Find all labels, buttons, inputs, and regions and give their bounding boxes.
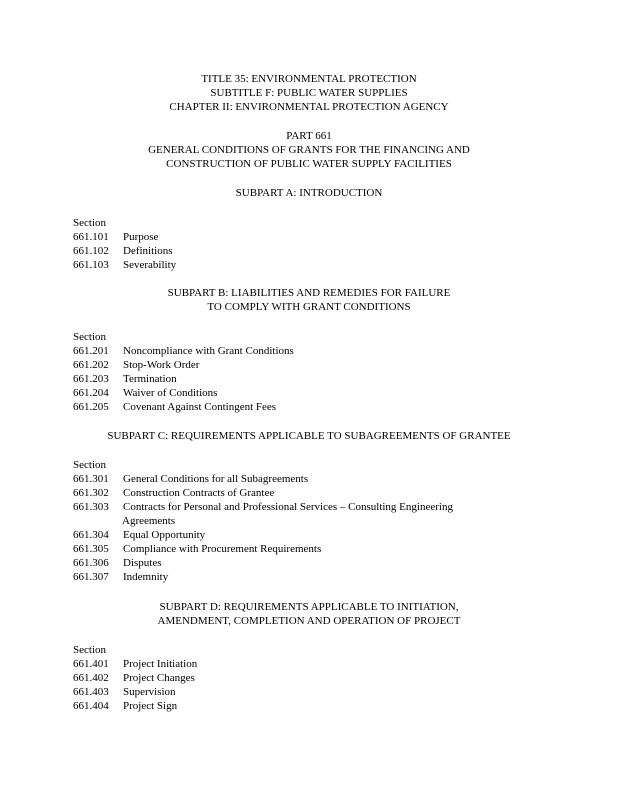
section-title: Stop-Work Order [123,359,200,371]
toc-row [73,685,553,699]
section-number: 661.301 [73,473,109,485]
section-number: 661.205 [73,401,109,413]
section-number: 661.204 [73,387,109,399]
part-title-line: CONSTRUCTION OF PUBLIC WATER SUPPLY FACILITIES [166,158,452,170]
section-title: Severability [123,259,177,271]
section-title: Contracts for Personal and Professional Services – Consulting Engineering [123,501,453,513]
section-number: 661.203 [73,373,109,385]
toc-row [73,344,553,358]
section-number: 661.401 [73,658,109,670]
part-title-line: GENERAL CONDITIONS OF GRANTS FOR THE FINANCING AND [148,144,470,156]
section-title: Construction Contracts of Grantee [123,487,275,499]
document-header [0,72,618,114]
toc-row [73,500,553,514]
toc-row [73,400,553,414]
toc-row [73,244,553,258]
toc-row [73,671,553,685]
section-title: Waiver of Conditions [123,387,218,399]
section-number: 661.303 [73,501,109,513]
subpart-a-toc [73,216,553,272]
section-title: Definitions [123,245,173,257]
toc-row [73,258,553,272]
section-number: 661.305 [73,543,109,555]
subpart-d-toc [73,643,553,713]
section-title: Noncompliance with Grant Conditions [123,345,294,357]
toc-row [73,699,553,713]
toc-row [73,358,553,372]
subpart-b-heading [0,286,618,314]
subpart-heading-line: SUBPART C: REQUIREMENTS APPLICABLE TO SUBAGREEMENTS OF GRANTEE [107,430,511,442]
section-number: 661.202 [73,359,109,371]
subpart-heading-line: AMENDMENT, COMPLETION AND OPERATION OF PROJECT [157,615,461,627]
section-label: Section [73,644,106,656]
section-label: Section [73,217,106,229]
section-title: Project Changes [123,672,195,684]
toc-row [73,657,553,671]
toc-row [73,486,553,500]
section-number: 661.101 [73,231,109,243]
section-title: Purpose [123,231,159,243]
section-number: 661.403 [73,686,109,698]
section-title: Indemnity [123,571,169,583]
subpart-heading-line: SUBPART D: REQUIREMENTS APPLICABLE TO INITIATION, [159,601,459,613]
section-title: Equal Opportunity [123,529,206,541]
section-title: Supervision [123,686,176,698]
section-number: 661.302 [73,487,109,499]
toc-row [73,386,553,400]
section-number: 661.103 [73,259,109,271]
toc-row [73,372,553,386]
section-number: 661.306 [73,557,109,569]
part-heading [0,129,618,171]
section-number: 661.307 [73,571,109,583]
subpart-a-heading [0,186,618,200]
header-subtitle-line: SUBTITLE F: PUBLIC WATER SUPPLIES [210,87,408,99]
section-title: Termination [123,373,177,385]
section-number: 661.304 [73,529,109,541]
subpart-heading-line: TO COMPLY WITH GRANT CONDITIONS [207,301,411,313]
section-number: 661.201 [73,345,109,357]
subpart-heading-line: SUBPART A: INTRODUCTION [235,187,383,199]
toc-row [73,528,553,542]
section-number: 661.102 [73,245,109,257]
section-title: Disputes [123,557,162,569]
toc-row [73,542,553,556]
section-label: Section [73,459,106,471]
toc-row [73,230,553,244]
part-number: PART 661 [286,130,332,142]
header-chapter-line: CHAPTER II: ENVIRONMENTAL PROTECTION AGENCY [169,101,449,113]
toc-row [73,472,553,486]
section-number: 661.404 [73,700,109,712]
section-title: Covenant Against Contingent Fees [123,401,277,413]
toc-row [73,570,553,584]
subpart-c-toc [73,458,553,584]
header-title-line: TITLE 35: ENVIRONMENTAL PROTECTION [201,73,417,85]
section-title: Project Initiation [123,658,198,670]
subpart-c-heading [0,429,618,443]
section-title: Compliance with Procurement Requirements [123,543,322,555]
subpart-b-toc [73,330,553,414]
section-title: Project Sign [123,700,178,712]
section-label: Section [73,331,106,343]
section-title: General Conditions for all Subagreements [123,473,309,485]
subpart-heading-line: SUBPART B: LIABILITIES AND REMEDIES FOR FAILURE [167,287,451,299]
toc-row [73,556,553,570]
section-number: 661.402 [73,672,109,684]
subpart-d-heading [0,600,618,628]
section-title-continuation: Agreements [122,515,176,527]
